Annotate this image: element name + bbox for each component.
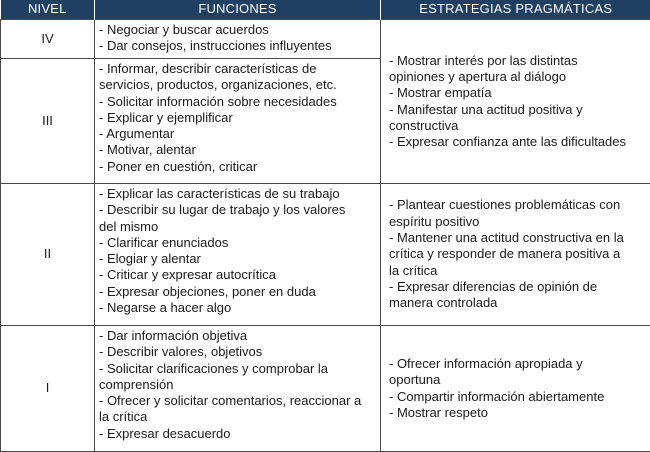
funcion-item: comprensión <box>99 377 376 393</box>
estrategias-cell <box>381 184 650 326</box>
estrategia-item: - Expresar diferencias de opinión de <box>389 279 646 295</box>
funciones-cell <box>95 184 381 326</box>
funcion-item: servicios, productos, organizaciones, etc. <box>99 77 376 93</box>
funciones-cell <box>95 326 381 452</box>
funcion-item: - Describir su lugar de trabajo y los valores <box>99 202 376 218</box>
funcion-item: - Describir valores, objetivos <box>99 344 376 360</box>
funcion-item: - Dar consejos, instrucciones influyentes <box>99 38 376 54</box>
funcion-item: - Dar información objetiva <box>99 328 376 344</box>
funcion-item: del mismo <box>99 219 376 235</box>
funcion-item: - Explicar y ejemplificar <box>99 110 376 126</box>
funcion-item: - Clarificar enunciados <box>99 235 376 251</box>
funcion-item: - Informar, describir características de <box>99 61 376 77</box>
funcion-item: - Solicitar clarificaciones y comprobar la <box>99 361 376 377</box>
funcion-item: - Expresar objeciones, poner en duda <box>99 284 376 300</box>
estrategias-cell <box>381 20 650 184</box>
estrategia-item: - Mostrar interés por las distintas <box>389 53 646 69</box>
funcion-item: - Negarse a hacer algo <box>99 300 376 316</box>
table-row <box>1 326 650 452</box>
nivel-cell: I <box>1 326 95 452</box>
nivel-cell: III <box>1 59 95 184</box>
estrategia-item: - Manifestar una actitud positiva y <box>389 102 646 118</box>
table-row <box>1 20 650 59</box>
estrategia-item: - Compartir información abiertamente <box>389 389 646 405</box>
header-nivel: NIVEL <box>1 0 95 20</box>
estrategia-item: oportuna <box>389 372 646 388</box>
estrategia-item: la crítica <box>389 263 646 279</box>
estrategia-item: espíritu positivo <box>389 214 646 230</box>
header-estrategias: ESTRATEGIAS PRAGMÁTICAS <box>381 0 650 20</box>
funcion-item: - Criticar y expresar autocrítica <box>99 267 376 283</box>
funciones-cell <box>95 59 381 184</box>
funcion-item: la crítica <box>99 409 376 425</box>
funcion-item: - Negociar y buscar acuerdos <box>99 22 376 38</box>
estrategia-item: - Ofrecer información apropiada y <box>389 356 646 372</box>
table-header-row <box>1 0 650 20</box>
funcion-item: - Solicitar información sobre necesidades <box>99 94 376 110</box>
estrategia-item: opiniones y apertura al diálogo <box>389 69 646 85</box>
funcion-item: - Explicar las características de su trabajo <box>99 186 376 202</box>
estrategia-item: - Mostrar empatía <box>389 85 646 101</box>
estrategia-item: - Mostrar respeto <box>389 405 646 421</box>
header-funciones: FUNCIONES <box>95 0 381 20</box>
estrategia-item: - Plantear cuestiones problemáticas con <box>389 197 646 213</box>
table-row <box>1 184 650 326</box>
funcion-item: - Argumentar <box>99 126 376 142</box>
estrategias-cell <box>381 326 650 452</box>
nivel-cell: IV <box>1 20 95 59</box>
funcion-item: - Elogiar y alentar <box>99 251 376 267</box>
estrategia-item: crítica y responder de manera positiva a <box>389 246 646 262</box>
estrategia-item: manera controlada <box>389 295 646 311</box>
estrategia-item: constructiva <box>389 118 646 134</box>
funcion-item: - Ofrecer y solicitar comentarios, reaccionar a <box>99 393 376 409</box>
funcion-item: - Expresar desacuerdo <box>99 426 376 442</box>
nivel-cell: II <box>1 184 95 326</box>
funciones-cell <box>95 20 381 59</box>
estrategia-item: - Mantener una actitud constructiva en la <box>389 230 646 246</box>
funcion-item: - Poner en cuestión, criticar <box>99 159 376 175</box>
estrategia-item: - Expresar confianza ante las dificultades <box>389 134 646 150</box>
funcion-item: - Motivar, alentar <box>99 142 376 158</box>
